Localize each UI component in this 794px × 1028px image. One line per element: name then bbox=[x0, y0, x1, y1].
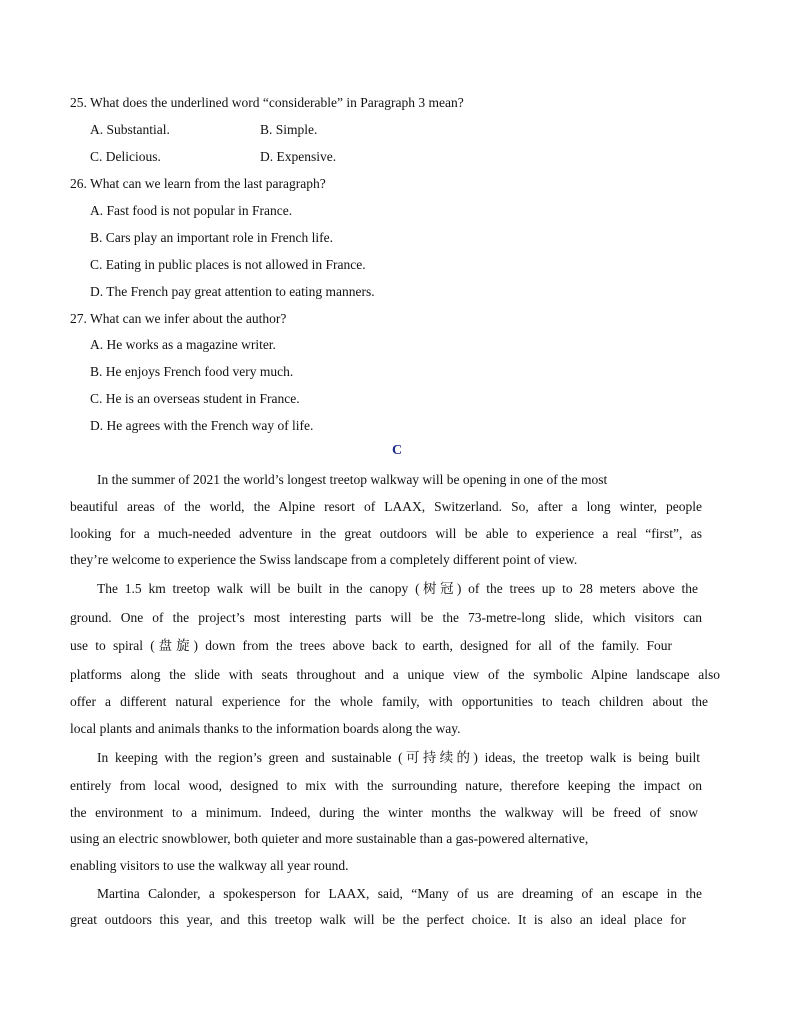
question-25-option-d: D. Expensive. bbox=[260, 149, 337, 164]
passage-line: local plants and animals thanks to the information boards along the way. bbox=[70, 721, 461, 736]
question-26-option-a: A. Fast food is not popular in France. bbox=[90, 203, 293, 218]
passage-line: Martina Calonder, a spokesperson for LAAX, said, “Many of us are dreaming of an escape in the bbox=[97, 886, 702, 901]
passage-line: use to spiral (盘旋) down from the trees above back to earth, designed for all of the family. Four bbox=[70, 638, 672, 653]
question-26-option-b: B. Cars play an important role in French life. bbox=[90, 230, 333, 245]
question-27-option-b: B. He enjoys French food very much. bbox=[90, 364, 294, 379]
passage-line: beautiful areas of the world, the Alpine resort of LAAX, Switzerland. So, after a long winter, people bbox=[70, 499, 702, 514]
question-27-stem: 27. What can we infer about the author? bbox=[70, 311, 287, 326]
question-25-option-a: A. Substantial. bbox=[90, 122, 170, 137]
passage-line: looking for a much-needed adventure in the great outdoors will be able to experience a real “first”, as bbox=[70, 526, 702, 541]
passage-line: In the summer of 2021 the world’s longest treetop walkway will be opening in one of the most bbox=[97, 472, 608, 487]
passage-line: offer a different natural experience for the whole family, with opportunities to teach children about the bbox=[70, 694, 708, 709]
passage-line: great outdoors this year, and this treetop walk will be the perfect choice. It is also an ideal place for bbox=[70, 912, 686, 927]
question-26-stem: 26. What can we learn from the last paragraph? bbox=[70, 176, 326, 191]
question-27-option-d: D. He agrees with the French way of life. bbox=[90, 418, 314, 433]
section-heading-c: C bbox=[391, 443, 403, 458]
passage-line: they’re welcome to experience the Swiss landscape from a completely different point of view. bbox=[70, 552, 578, 567]
passage-line: platforms along the slide with seats throughout and a unique view of the symbolic Alpine landscape also bbox=[70, 667, 720, 682]
passage-line: ground. One of the project’s most interesting parts will be the 73-metre-long slide, which visitors can bbox=[70, 610, 702, 625]
question-26-option-d: D. The French pay great attention to eating manners. bbox=[90, 284, 375, 299]
passage-line: In keeping with the region’s green and sustainable (可持续的) ideas, the treetop walk is being built bbox=[97, 750, 700, 765]
question-27-option-c: C. He is an overseas student in France. bbox=[90, 391, 300, 406]
passage-line: using an electric snowblower, both quieter and more sustainable than a gas-powered alternative, bbox=[70, 831, 589, 846]
question-25-option-b: B. Simple. bbox=[260, 122, 318, 137]
question-26-option-c: C. Eating in public places is not allowed in France. bbox=[90, 257, 366, 272]
passage-line: The 1.5 km treetop walk will be built in the canopy (树冠) of the trees up to 28 meters above the bbox=[97, 581, 698, 596]
passage-line: entirely from local wood, designed to mix with the surrounding nature, therefore keeping the impact on bbox=[70, 778, 702, 793]
question-25-stem: 25. What does the underlined word “considerable” in Paragraph 3 mean? bbox=[70, 95, 464, 110]
passage-line: the environment to a minimum. Indeed, during the winter months the walkway will be freed of snow bbox=[70, 805, 698, 820]
question-25-option-c: C. Delicious. bbox=[90, 149, 161, 164]
question-27-option-a: A. He works as a magazine writer. bbox=[90, 337, 276, 352]
passage-line: enabling visitors to use the walkway all year round. bbox=[70, 858, 349, 873]
